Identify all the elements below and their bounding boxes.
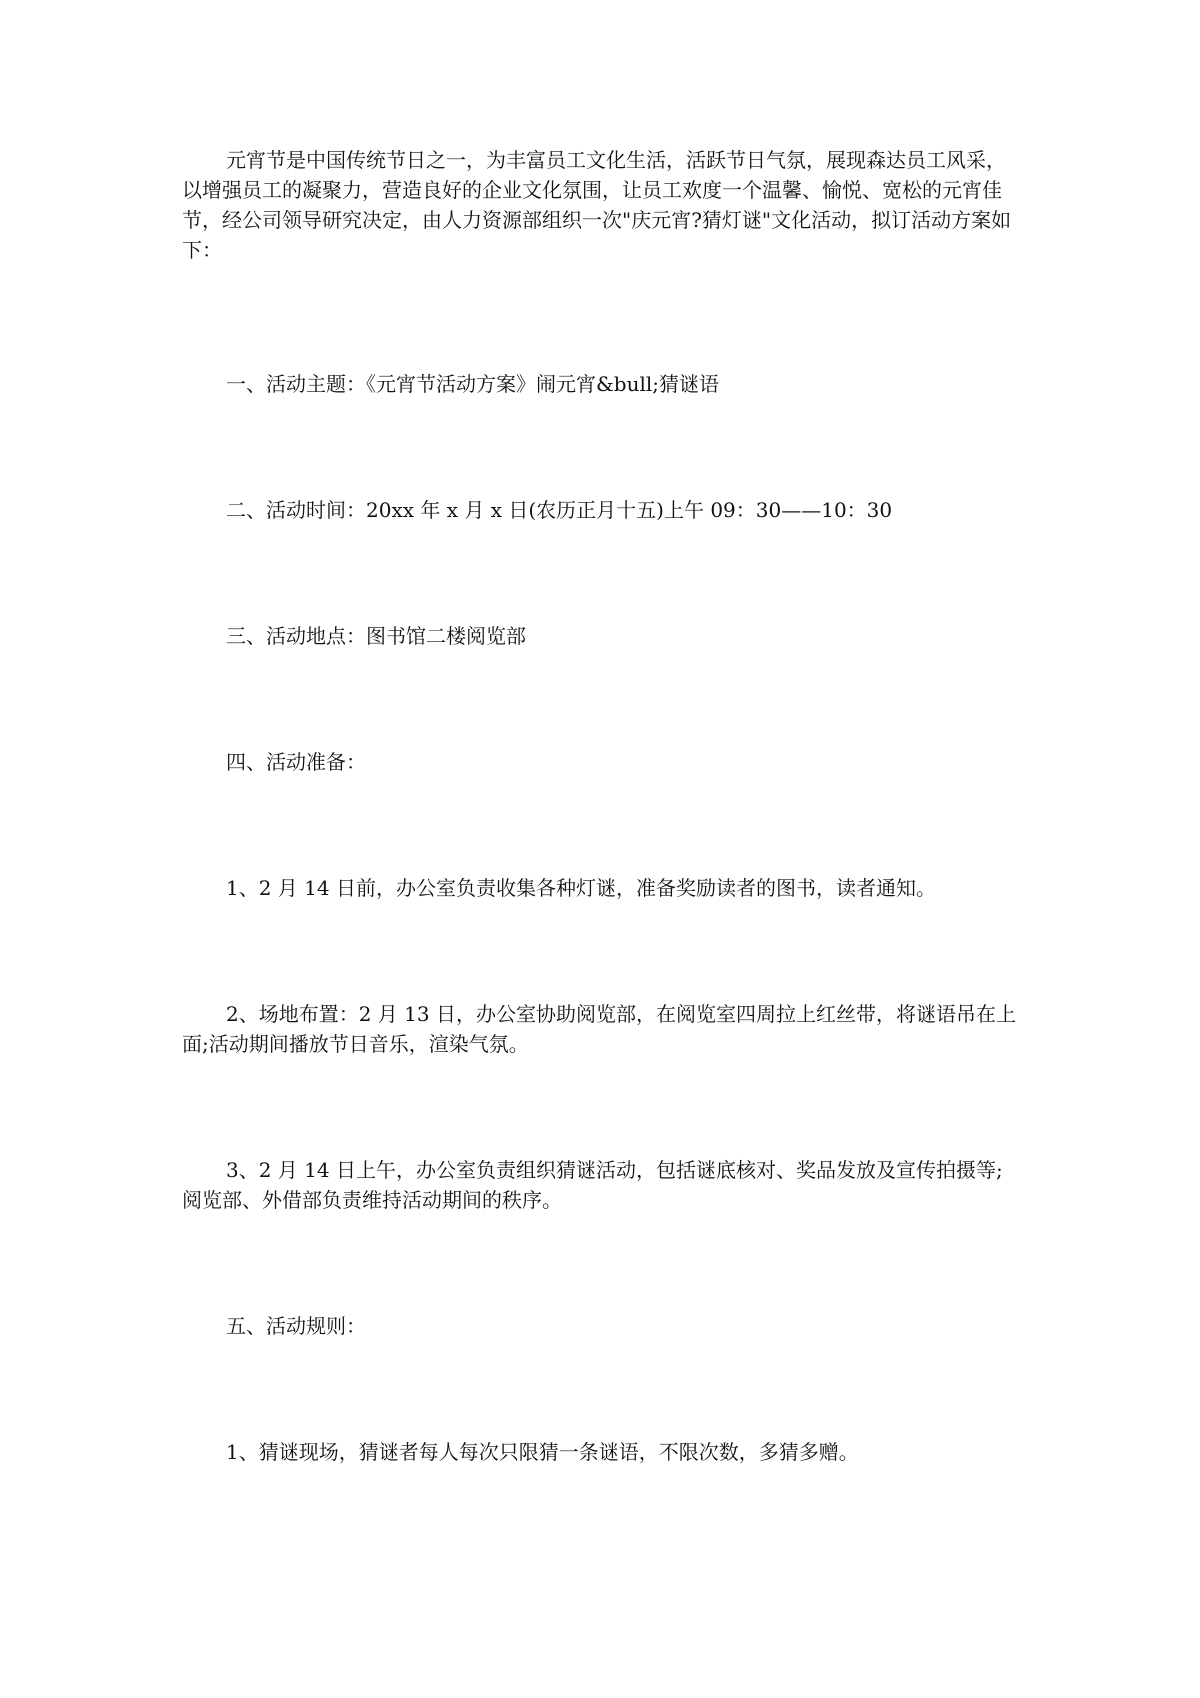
preparation-item-1: 1、2 月 14 日前，办公室负责收集各种灯谜，准备奖励读者的图书，读者通知。 [226,876,936,900]
section-time: 二、活动时间：20xx 年 x 月 x 日(农历正月十五)上午 09：30——10：30 [226,498,893,522]
preparation-item-2: 2、场地布置：2 月 13 日，办公室协助阅览部，在阅览室四周拉上红丝带，将谜语吊在上面;活动期间播放节日音乐，渲染气氛。 [182,1002,1016,1056]
rules-item-1: 1、猜谜现场，猜谜者每人每次只限猜一条谜语，不限次数，多猜多赠。 [226,1440,859,1464]
preparation-item-3: 3、2 月 14 日上午，办公室负责组织猜谜活动，包括谜底核对、奖品发放及宣传拍摄等;阅览部、外借部负责维持活动期间的秩序。 [182,1158,1003,1212]
section-theme: 一、活动主题：《元宵节活动方案》闹元宵&bull;猜谜语 [226,372,720,396]
section-location: 三、活动地点：图书馆二楼阅览部 [226,624,526,648]
intro-paragraph: 元宵节是中国传统节日之一，为丰富员工文化生活，活跃节日气氛，展现森达员工风采，以增强员工的凝聚力，营造良好的企业文化氛围，让员工欢度一个温馨、愉悦、宽松的元宵佳节，经公司领导研究决定，由人力资源部组织一次"庆元宵?猜灯谜"文化活动，拟订活动方案如下： [182,148,1012,262]
section-rules-heading: 五、活动规则： [226,1314,366,1338]
section-preparation-heading: 四、活动准备： [226,750,366,774]
